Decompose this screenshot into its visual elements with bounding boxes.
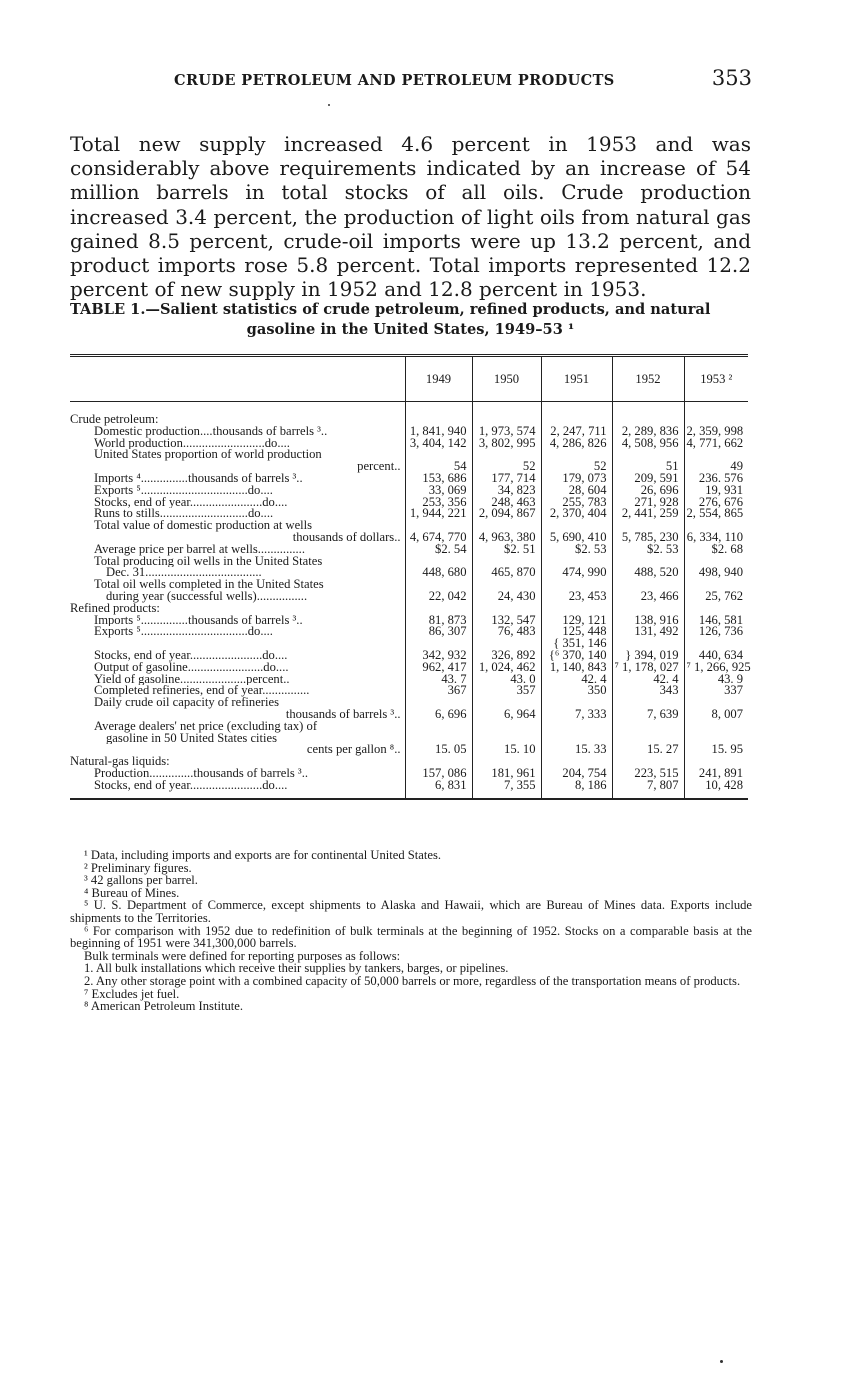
table-cell: 253, 356	[405, 497, 472, 509]
table-cell: 52	[541, 461, 612, 473]
table-row	[70, 662, 748, 674]
row-label: Natural-gas liquids:	[70, 756, 170, 768]
table-cell: 26, 696	[612, 485, 684, 497]
table-cell: 132, 547	[472, 615, 541, 627]
row-label: Average price per barrel at wells...............	[94, 543, 305, 556]
row-label: Exports ⁵..................................do....	[94, 626, 273, 639]
table-cell: 7, 639	[612, 709, 684, 721]
table-cell: 248, 463	[472, 497, 541, 509]
row-label: percent..	[357, 461, 401, 473]
table-cell: 10, 428	[684, 780, 748, 799]
table-row	[70, 438, 748, 450]
table-cell: 15. 95	[684, 744, 748, 756]
table-cell	[612, 402, 684, 426]
table-cell: 81, 873	[405, 615, 472, 627]
table-cell: 1, 140, 843	[541, 662, 612, 674]
table-cell: 448, 680	[405, 567, 472, 579]
table-cell: $2. 68	[684, 544, 748, 556]
table-cell: 15. 33	[541, 744, 612, 756]
table-row	[70, 567, 748, 579]
footnotes	[70, 849, 752, 1013]
table-cell: 43. 9	[684, 674, 748, 686]
table-cell: 146, 581	[684, 615, 748, 627]
table-cell: 209, 591	[612, 473, 684, 485]
column-header: 1951	[541, 356, 612, 402]
row-label: Production..............thousands of barrels ³..	[94, 767, 308, 780]
table-cell: 2, 370, 404	[541, 508, 612, 520]
table-cell: 3, 802, 995	[472, 438, 541, 450]
row-label: during year (successful wells)................	[106, 590, 308, 603]
table-body	[70, 402, 751, 799]
table-cell: 343	[612, 685, 684, 697]
table-cell: 33, 069	[405, 485, 472, 497]
table-cell: 181, 961	[472, 768, 541, 780]
row-label: Average dealers' net price (excluding tax) of	[94, 720, 318, 733]
row-label	[70, 638, 405, 650]
row-label: Total oil wells completed in the United States	[94, 579, 324, 591]
table-cell: 76, 483	[472, 626, 541, 638]
footnote: Bulk terminals were defined for reporting purposes as follows:	[84, 948, 401, 963]
table-cell: 51	[612, 461, 684, 473]
table-cell: 138, 916	[612, 615, 684, 627]
table-cell	[405, 721, 472, 733]
table-cell: 1, 944, 221	[405, 508, 472, 520]
table-cell: 125, 448	[541, 626, 612, 638]
table-row	[70, 544, 748, 556]
running-title: CRUDE PETROLEUM AND PETROLEUM PRODUCTS	[174, 72, 615, 89]
page-header	[70, 68, 752, 94]
table-row	[70, 709, 748, 721]
table-cell	[541, 402, 612, 426]
footnote: ⁵ U. S. Department of Commerce, except shipments to Alaska and Hawaii, which are Bureau of Mines data. Exports include shipments to the Territories.	[70, 898, 752, 925]
print-speck	[720, 1360, 723, 1363]
table-cell: 1, 973, 574	[472, 426, 541, 438]
table-cell: 6, 831	[405, 780, 472, 799]
table-cell: 3, 404, 142	[405, 438, 472, 450]
table-cell: 223, 515	[612, 768, 684, 780]
footnote: ⁴ Bureau of Mines.	[84, 885, 180, 900]
table-cell: 342, 932	[405, 650, 472, 662]
table-cell: 2, 554, 865	[684, 508, 748, 520]
footnote: ¹ Data, including imports and exports are for continental United States.	[84, 848, 442, 862]
row-label: cents per gallon ⁸..	[306, 744, 401, 757]
table-cell: 24, 430	[472, 591, 541, 603]
column-header: 1950	[472, 356, 541, 402]
table-cell: 49	[684, 461, 748, 473]
table-header-row	[70, 356, 748, 402]
row-label: thousands of barrels ³..	[285, 708, 401, 721]
row-label: United States proportion of world production	[94, 449, 322, 462]
table-cell	[541, 721, 612, 733]
table-cell: 276, 676	[684, 497, 748, 509]
table-row	[70, 626, 748, 638]
row-label: Imports ⁵...............thousands of barrels ³..	[94, 614, 303, 627]
table-cell: 1, 024, 462	[472, 662, 541, 674]
table-row	[70, 449, 748, 461]
table-cell: 52	[472, 461, 541, 473]
table-cell: 5, 690, 410	[541, 532, 612, 544]
table-cell: 25, 762	[684, 591, 748, 603]
table-cell: 6, 696	[405, 709, 472, 721]
column-header: 1953 ²	[684, 356, 748, 402]
table-cell: 126, 736	[684, 626, 748, 638]
page-number: 353	[711, 66, 752, 90]
table-cell: $2. 54	[405, 544, 472, 556]
table-cell	[405, 402, 472, 426]
footnote: ⁸ American Petroleum Institute.	[84, 999, 243, 1014]
table-cell: 15. 10	[472, 744, 541, 756]
table-cell: 367	[405, 685, 472, 697]
table-cell: 86, 307	[405, 626, 472, 638]
table-row	[70, 744, 748, 756]
row-label: Runs to stills............................do....	[94, 508, 274, 521]
statistics-table	[70, 354, 751, 800]
table-cell: 465, 870	[472, 567, 541, 579]
table-cell: 7, 355	[472, 780, 541, 799]
table-cell: 357	[472, 685, 541, 697]
table-cell: 22, 042	[405, 591, 472, 603]
footnote: ⁷ Excludes jet fuel.	[84, 986, 180, 1001]
table-cell: ⁷ 1, 266, 925	[684, 662, 748, 674]
table-cell: 42. 4	[541, 674, 612, 686]
table-cell: 440, 634	[684, 650, 748, 662]
table-cell: 157, 086	[405, 768, 472, 780]
row-label: Stocks, end of year.......................do....	[94, 779, 288, 792]
row-label: thousands of dollars..	[292, 531, 401, 544]
table-cell	[472, 402, 541, 426]
table-cell: 4, 674, 770	[405, 532, 472, 544]
table-cell: 131, 492	[612, 626, 684, 638]
table-cell: 4, 771, 662	[684, 438, 748, 450]
table-cell: } 394, 019	[612, 650, 684, 662]
table-cell: 488, 520	[612, 567, 684, 579]
table-cell: 54	[405, 461, 472, 473]
table-cell: 4, 286, 826	[541, 438, 612, 450]
footnote: ³ 42 gallons per barrel.	[84, 873, 198, 888]
table-cell: 4, 963, 380	[472, 532, 541, 544]
table-cell: 2, 247, 711	[541, 426, 612, 438]
table-cell: 255, 783	[541, 497, 612, 509]
table-cell: 6, 964	[472, 709, 541, 721]
intro-paragraph: Total new supply increased 4.6 percent in 1953 and was considerably above requirements indicated by an increase of 54 million barrels in total stocks of all oils. Crude production increased 3.4 percent, the production of light oils from natural gas gained 8.5 percent, crude-oil imports were up 13.2 percent, and product imports rose 5.8 percent. Total imports represented 12.2 percent of new supply in 1952 and 12.8 percent in 1953.	[70, 132, 751, 302]
table-caption-line2: gasoline in the United States, 1949–53 ¹	[246, 321, 575, 338]
table-cell: 34, 823	[472, 485, 541, 497]
row-label: Stocks, end of year.......................do....	[94, 496, 288, 509]
table-cell: 129, 121	[541, 615, 612, 627]
table-cell: 2, 094, 867	[472, 508, 541, 520]
print-speck	[328, 104, 330, 106]
row-label: gasoline in 50 United States cities	[106, 732, 278, 745]
table-cell: 42. 4	[612, 674, 684, 686]
table-cell: 43. 7	[405, 674, 472, 686]
table-row	[70, 508, 748, 520]
table-cell: 177, 714	[472, 473, 541, 485]
table-cell: 271, 928	[612, 497, 684, 509]
table-cell: 43. 0	[472, 674, 541, 686]
table-cell	[684, 402, 748, 426]
row-label: Total producing oil wells in the United States	[94, 555, 323, 568]
row-label: Yield of gasoline.....................percent..	[94, 673, 290, 686]
table-cell: 6, 334, 110	[684, 532, 748, 544]
table-caption	[70, 300, 751, 340]
table-row	[70, 591, 748, 603]
row-label: Exports ⁵..................................do....	[94, 484, 273, 497]
row-label: Dec. 31.....................................	[106, 567, 262, 580]
table-cell: 23, 466	[612, 591, 684, 603]
table-cell: 2, 289, 836	[612, 426, 684, 438]
table-cell: 15. 27	[612, 744, 684, 756]
row-label: World production..........................do....	[94, 437, 290, 450]
table-row	[70, 780, 748, 799]
table-cell: 1, 841, 940	[405, 426, 472, 438]
table-cell: 350	[541, 685, 612, 697]
row-label: Domestic production....thousands of barrels ³..	[94, 425, 328, 438]
row-label: Refined products:	[70, 602, 160, 615]
table-cell: 204, 754	[541, 768, 612, 780]
table-cell	[684, 721, 748, 733]
row-label: Completed refineries, end of year...............	[94, 685, 310, 698]
table-head	[70, 356, 748, 402]
table-cell: 23, 453	[541, 591, 612, 603]
table-cell: 15. 05	[405, 744, 472, 756]
table-cell: 7, 333	[541, 709, 612, 721]
row-label: Daily crude oil capacity of refineries	[94, 697, 279, 709]
table-row	[70, 685, 748, 697]
table-cell: 5, 785, 230	[612, 532, 684, 544]
row-label: Output of gasoline........................do....	[94, 661, 289, 674]
table-cell: 2, 359, 998	[684, 426, 748, 438]
table-cell	[612, 721, 684, 733]
row-label: Crude petroleum:	[70, 412, 159, 426]
table-cell: 962, 417	[405, 662, 472, 674]
column-header: 1952	[612, 356, 684, 402]
table-cell: {⁶ 370, 140	[541, 650, 612, 662]
footnote: 1. All bulk installations which receive their supplies by tankers, barges, or pipelines.	[84, 961, 509, 976]
table-caption-line1: TABLE 1.—Salient statistics of crude petroleum, refined products, and natural	[70, 301, 711, 318]
table-cell: 8, 186	[541, 780, 612, 799]
table-cell: 7, 807	[612, 780, 684, 799]
table-cell: 8, 007	[684, 709, 748, 721]
table-cell: 153, 686	[405, 473, 472, 485]
table-cell: 326, 892	[472, 650, 541, 662]
statistics-table-wrap	[70, 354, 751, 800]
table-cell: { 351, 146	[541, 638, 612, 650]
table-cell: 236. 576	[684, 473, 748, 485]
table-cell: 179, 073	[541, 473, 612, 485]
table-row	[70, 402, 748, 426]
table-cell: 19, 931	[684, 485, 748, 497]
footnote: ⁶ For comparison with 1952 due to redefinition of bulk terminals at the beginning of 1952. Stocks on a comparable basis at the beginning of 1951 were 341,300,000 barrels.	[70, 923, 752, 951]
table-cell: 498, 940	[684, 567, 748, 579]
table-cell: 28, 604	[541, 485, 612, 497]
row-label: Stocks, end of year.......................do....	[94, 649, 288, 662]
table-cell	[472, 721, 541, 733]
table-cell: ⁷ 1, 178, 027	[612, 662, 684, 674]
table-row	[70, 721, 748, 733]
header-label-cell	[70, 356, 405, 402]
table-cell: $2. 53	[612, 544, 684, 556]
table-cell: $2. 53	[541, 544, 612, 556]
table-cell: $2. 51	[472, 544, 541, 556]
row-label: Total value of domestic production at wells	[94, 520, 313, 532]
table-cell: 2, 441, 259	[612, 508, 684, 520]
table-cell: 474, 990	[541, 567, 612, 579]
column-header: 1949	[405, 356, 472, 402]
table-cell: 337	[684, 685, 748, 697]
table-cell: 4, 508, 956	[612, 438, 684, 450]
footnote: ² Preliminary figures.	[84, 860, 192, 875]
row-label: Imports ⁴...............thousands of barrels ³..	[94, 472, 303, 485]
footnote: 2. Any other storage point with a combined capacity of 50,000 barrels or more, regardless of the transportation means of products.	[84, 973, 741, 988]
table-row	[70, 674, 748, 686]
table-cell: 241, 891	[684, 768, 748, 780]
